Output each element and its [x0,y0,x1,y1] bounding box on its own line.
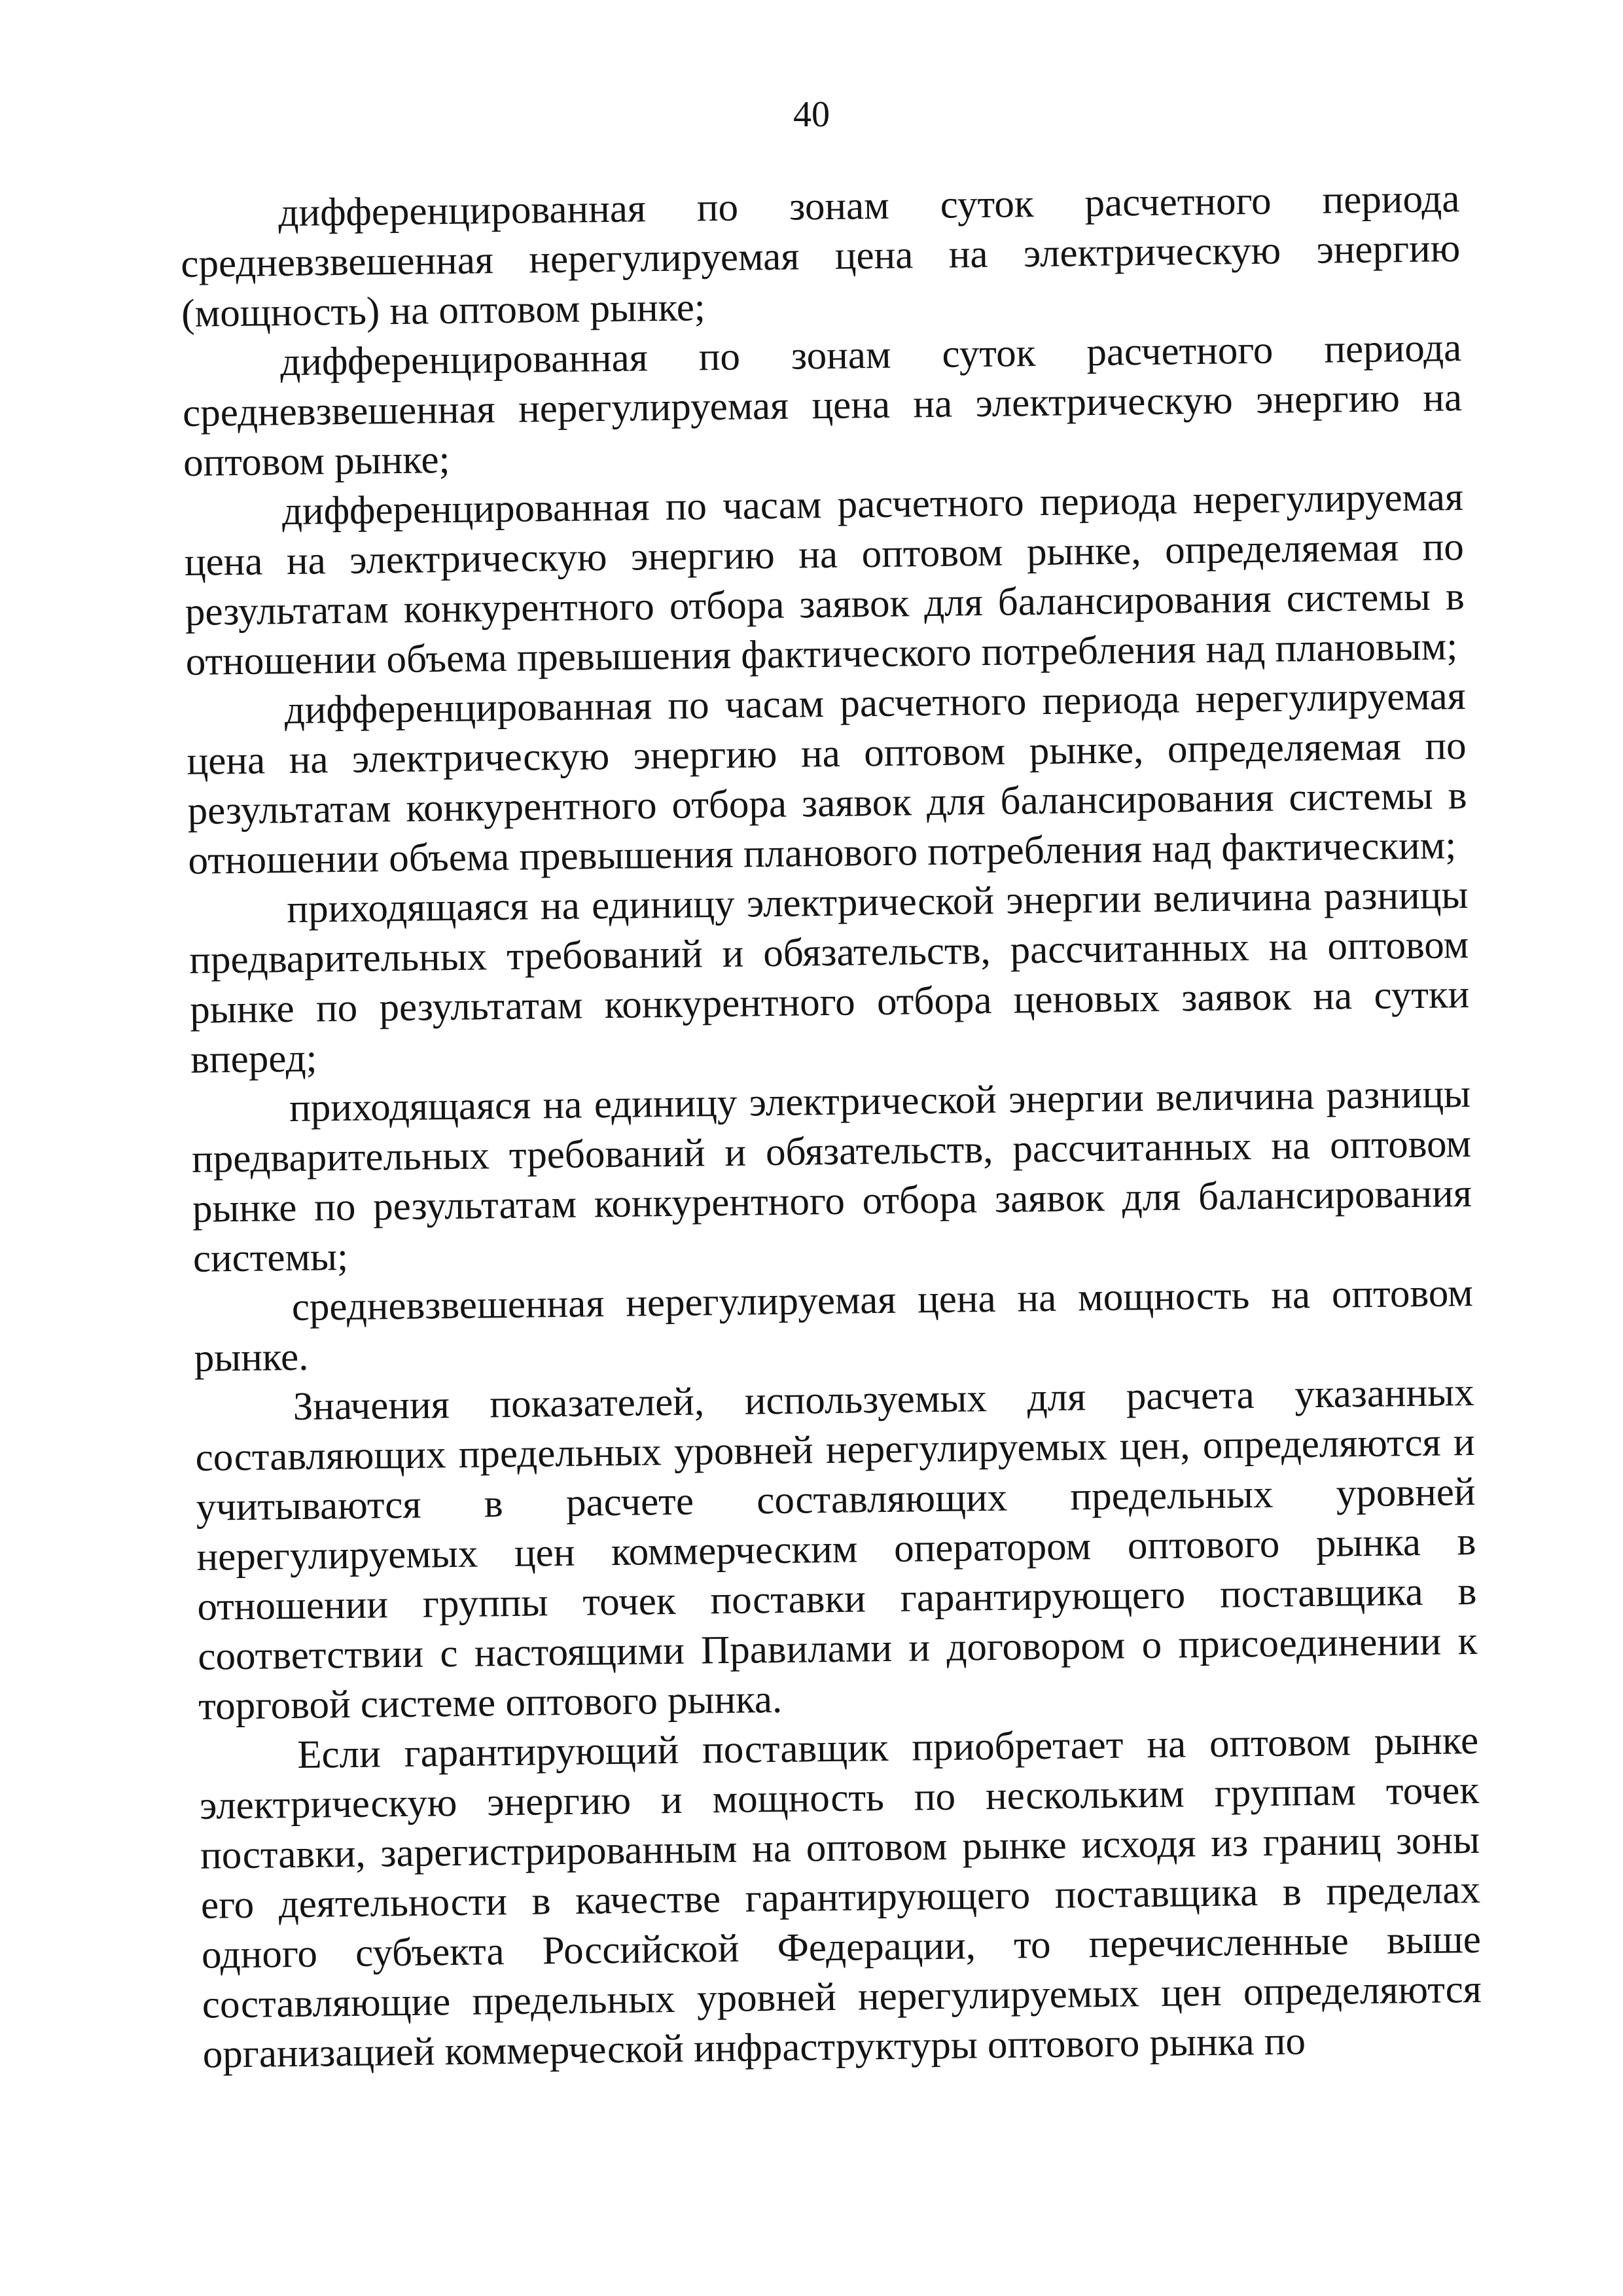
body-text [180,174,1482,2080]
paragraph-3: дифференцированная по часам расчетного периода нерегулируемая цена на электрическую энергию на оптовом рынке, определяемая по результатам конкурентного отбора заявок для балансирования системы в отношении объема превышения фактического потребления над плановым; [184,475,1465,684]
paragraph-2: дифференцированная по зонам суток расчетного периода средневзвешенная нерегулируемая цена на электрическую энергию на оптовом рынке; [182,326,1463,485]
paragraph-5: приходящаяся на единицу электрической энергии величина разницы предварительных требований и обязательств, рассчитанных на оптовом рынке по результатам конкурентного отбора ценовых заявок на сутки вперед; [188,873,1470,1082]
paragraph-1: дифференцированная по зонам суток расчетного периода средневзвешенная нерегулируемая цена на электрическую энергию (мощность) на оптовом рынке; [180,177,1461,336]
paragraph-4: дифференцированная по часам расчетного периода нерегулируемая цена на электрическую энергию на оптовом рынке, определяемая по результатам конкурентного отбора заявок для балансирования системы в отношении объема превышения планового потребления над фактическим; [187,674,1467,883]
paragraph-6: приходящаяся на единицу электрической энергии величина разницы предварительных требований и обязательств, рассчитанных на оптовом рынке по результатам конкурентного отбора заявок для балансирования системы; [191,1072,1472,1281]
paragraph-7: средневзвешенная нерегулируемая цена на мощность на оптовом рынке. [194,1270,1474,1380]
page-number: 40 [793,94,830,135]
paragraph-9: Если гарантирующий поставщик приобретает на оптовом рынке электрическую энергию и мощность по нескольким группам точек поставки, зарегистрированным на оптовом рынке исходя из границ зоны его деятельности в качестве гарантирующего поставщика в пределах одного субъекта Российской Федерации, то перечисленные выше составляющие предельных уровней нерегулируемых цен определяются организацией коммерческой инфраструктуры оптового рынка по [199,1718,1482,2077]
paragraph-8: Значения показателей, используемых для расчета указанных составляющих предельных уровней нерегулируемых цен, определяются и учитываются в расчете составляющих предельных уровней нерегулируемых цен коммерческим оператором оптового рынка в отношении группы точек поставки гарантирующего поставщика в соответствии с настоящими Правилами и договором о присоединении к торговой системе оптового рынка. [195,1370,1478,1729]
